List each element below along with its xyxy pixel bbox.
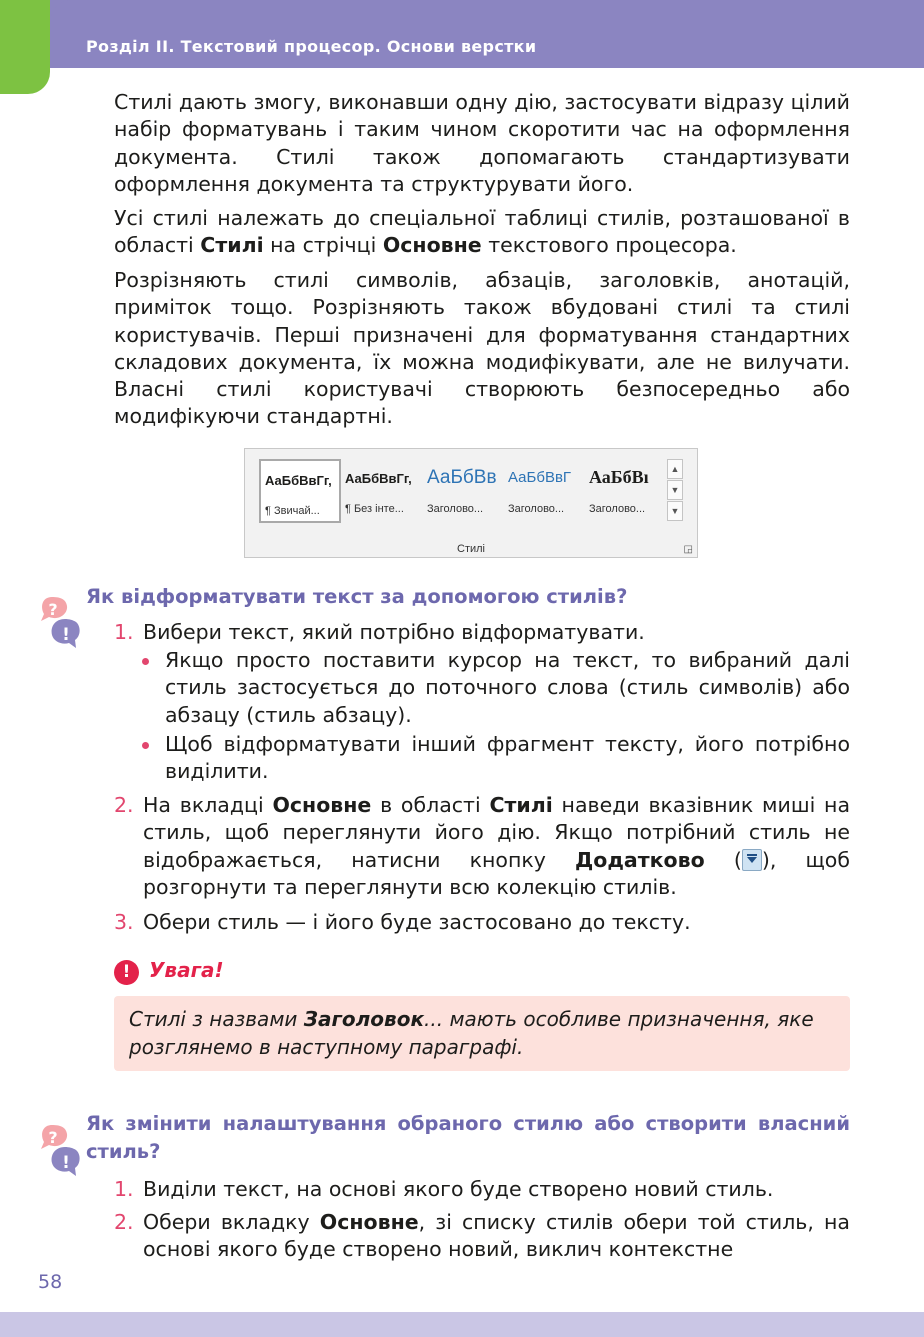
style-tile-normal[interactable]: АаБбВвГг, ¶ Звичай... — [259, 459, 341, 523]
svg-text:!: ! — [62, 1153, 70, 1173]
intro-paragraph-2: Усі стилі належать до спеціальної таблиці стилів, розташованої в області Стилі на стрічці Основне текстового процесора. — [114, 206, 850, 258]
style-tile-no-spacing[interactable]: АаБбВвГг, ¶ Без інте... — [345, 471, 412, 515]
question-answer-icon — [38, 593, 84, 651]
dialog-launcher-icon[interactable]: ◲ — [683, 544, 693, 555]
style-tile-heading-2[interactable]: АаБбВвГ Заголово... — [508, 469, 572, 515]
section-1-bullet-2: Щоб відформатувати інший фрагмент тексту, його потрібно виділити. — [142, 731, 850, 787]
more-dropdown-icon — [742, 849, 762, 871]
intro-paragraph-1: Стилі дають змогу, виконавши одну дію, застосувати відразу цілий набір форматувань і таким чином скоротити час на оформлення документа. Стилі також допомагають стандартизувати оформлення документа та структурувати його. — [114, 90, 850, 196]
svg-text:!: ! — [62, 625, 70, 645]
chapter-title: Розділ II. Текстовий процесор. Основи верстки — [86, 37, 537, 56]
section-2-step-2: 2. Обери вкладку Основне, зі списку стилів обери той стиль, на основі якого буде створено новий, виклич контекстне — [114, 1210, 850, 1262]
exclamation-icon: ! — [114, 960, 139, 985]
styles-gallery — [244, 448, 698, 558]
styles-group-label: Стилі — [457, 543, 485, 555]
style-tile-heading-3[interactable]: АаБбВı Заголово... — [589, 467, 649, 515]
gallery-scrollbar — [667, 459, 683, 523]
intro-paragraph-3: Розрізняють стилі символів, абзаців, заголовків, анотацій, приміток тощо. Розрізняють також вбудовані стилі та стилі користувачів. Перші призначені для форматування стандартних складових документа, їх можна модифікувати, але не вилучати. Власні стилі користувачі створюють безпосередньо або модифікуючи стандартні. — [114, 268, 850, 429]
chapter-tab-green — [0, 0, 50, 94]
header-banner — [50, 0, 924, 68]
section-1-question: Як відформатувати текст за допомогою стилів? — [86, 585, 628, 608]
section-2-question: Як змінити налаштування обраного стилю або створити власний стиль? — [86, 1112, 850, 1163]
gallery-more-button[interactable]: ▼ — [667, 501, 683, 521]
section-1-step-2: 2. На вкладці Основне в області Стилі наведи вказівник миші на стиль, щоб переглянути його дію. Якщо потрібний стиль не відображається, натисни кнопку Додатково ( ), щоб розгорнути та переглянути всю колекцію стилів. — [114, 793, 851, 899]
section-1-step-3: 3. Обери стиль — і його буде застосовано до тексту. — [114, 910, 691, 934]
section-1-step-1: 1. Вибери текст, який потрібно відформатувати. — [114, 620, 645, 644]
footer-bar — [0, 1312, 924, 1337]
section-1-bullet-1: Якщо просто поставити курсор на текст, то вибраний далі стиль застосується до поточного слова (стиль символів) або абзацу (стиль абзацу). — [142, 647, 850, 731]
style-tile-heading-1[interactable]: АаБбВв Заголово... — [427, 467, 497, 515]
warning-note: Стилі з назвами Заголовок... мають особливе призначення, яке розглянемо в наступному параграфі. — [114, 996, 850, 1071]
section-2-step-1: 1. Виділи текст, на основі якого буде створено новий стиль. — [114, 1177, 774, 1201]
svg-text:?: ? — [48, 1128, 58, 1147]
question-answer-icon-2 — [38, 1121, 84, 1179]
page-number: 58 — [38, 1271, 63, 1293]
gallery-scroll-up-button[interactable]: ▲ — [667, 459, 683, 479]
svg-text:?: ? — [48, 600, 58, 619]
gallery-scroll-down-button[interactable]: ▼ — [667, 480, 683, 500]
